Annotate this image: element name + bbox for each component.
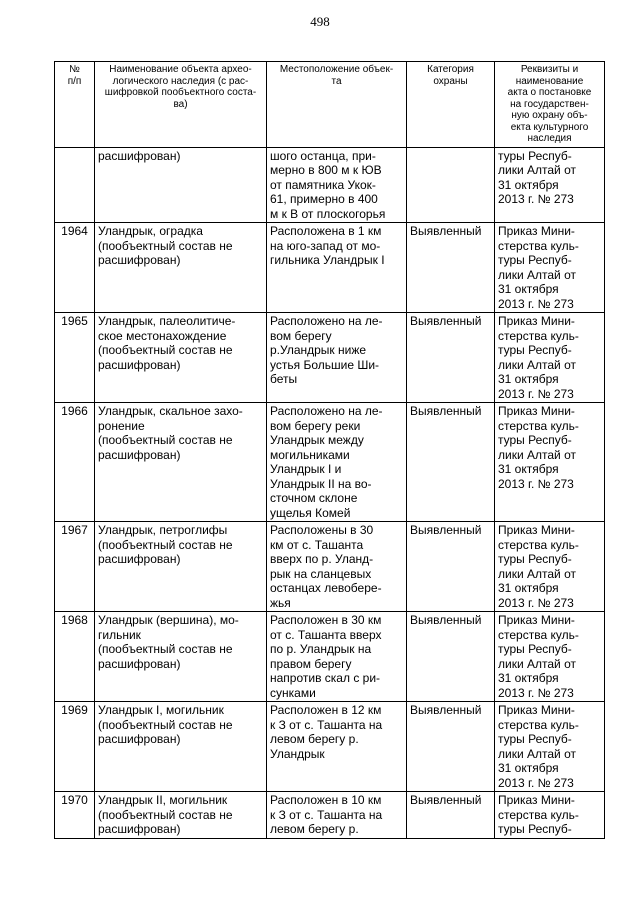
object-location: Расположен в 10 км к З от с. Ташанта на левом берегу р. (267, 792, 407, 839)
object-name: Уландрык I, могильник (пообъектный состав не расшифрован) (95, 702, 267, 792)
object-location: Расположена в 1 км на юго-запад от мо- гильника Уландрык I (267, 223, 407, 313)
protection-category: Выявленный (407, 612, 495, 702)
act-details: Приказ Мини- стерства куль- туры Респуб- лики Алтай от 31 октября 2013 г. № 273 (495, 612, 605, 702)
protection-category: Выявленный (407, 223, 495, 313)
object-location: Расположены в 30 км от с. Ташанта вверх по р. Уланд- рык на сланцевых останцах левобере- жья (267, 522, 407, 612)
header-number: № п/п (55, 62, 95, 148)
object-name: Уландрык, оградка (пообъектный состав не расшифрован) (95, 223, 267, 313)
row-number: 1964 (55, 223, 95, 313)
header-object-name: Наименование объекта архео- логического наследия (с рас- шифровкой пообъектного соста- ва) (95, 62, 267, 148)
object-name: Уландрык, петроглифы (пообъектный состав не расшифрован) (95, 522, 267, 612)
act-details: туры Респуб- лики Алтай от 31 октября 2013 г. № 273 (495, 147, 605, 223)
table-row (55, 522, 605, 612)
protection-category: Выявленный (407, 702, 495, 792)
table-header-row (55, 62, 605, 148)
act-details: Приказ Мини- стерства куль- туры Респуб- лики Алтай от 31 октября 2013 г. № 273 (495, 403, 605, 522)
object-name: Уландрык, палеолитиче- ское местонахождение (пообъектный состав не расшифрован) (95, 313, 267, 403)
act-details: Приказ Мини- стерства куль- туры Респуб- лики Алтай от 31 октября 2013 г. № 273 (495, 313, 605, 403)
act-details: Приказ Мини- стерства куль- туры Респуб- лики Алтай от 31 октября 2013 г. № 273 (495, 702, 605, 792)
object-name: Уландрык, скальное захо- ронение (пообъектный состав не расшифрован) (95, 403, 267, 522)
row-number (55, 147, 95, 223)
header-act-details: Реквизиты и наименование акта о постановке на государствен- ную охрану объ- екта культурного наследия (495, 62, 605, 148)
row-number: 1970 (55, 792, 95, 839)
header-protection-category: Категория охраны (407, 62, 495, 148)
row-number: 1966 (55, 403, 95, 522)
act-details: Приказ Мини- стерства куль- туры Респуб- лики Алтай от 31 октября 2013 г. № 273 (495, 223, 605, 313)
object-name: расшифрован) (95, 147, 267, 223)
act-details: Приказ Мини- стерства куль- туры Респуб- (495, 792, 605, 839)
protection-category: Выявленный (407, 313, 495, 403)
table-row (55, 792, 605, 839)
table-row (55, 612, 605, 702)
heritage-register-table (54, 61, 605, 839)
page-number: 498 (310, 14, 330, 29)
table-row (55, 223, 605, 313)
object-name: Уландрык II, могильник (пообъектный состав не расшифрован) (95, 792, 267, 839)
object-location: Расположено на ле- вом берегу р.Уландрык ниже устья Большие Ши- беты (267, 313, 407, 403)
row-number: 1965 (55, 313, 95, 403)
row-number: 1969 (55, 702, 95, 792)
protection-category (407, 147, 495, 223)
row-number: 1967 (55, 522, 95, 612)
table-row (55, 403, 605, 522)
protection-category: Выявленный (407, 522, 495, 612)
act-details: Приказ Мини- стерства куль- туры Респуб- лики Алтай от 31 октября 2013 г. № 273 (495, 522, 605, 612)
object-name: Уландрык (вершина), мо- гильник (пообъектный состав не расшифрован) (95, 612, 267, 702)
protection-category: Выявленный (407, 792, 495, 839)
table-row (55, 147, 605, 223)
object-location: Расположен в 12 км к З от с. Ташанта на левом берегу р. Уландрык (267, 702, 407, 792)
table-row (55, 313, 605, 403)
protection-category: Выявленный (407, 403, 495, 522)
header-location: Местоположение объек- та (267, 62, 407, 148)
table-row (55, 702, 605, 792)
object-location: шого останца, при- мерно в 800 м к ЮВ от памятника Укок- 61, примерно в 400 м к В от плоскогорья (267, 147, 407, 223)
object-location: Расположено на ле- вом берегу реки Уландрык между могильниками Уландрык I и Уландрык II на во- сточном склоне ущелья Комей (267, 403, 407, 522)
object-location: Расположен в 30 км от с. Ташанта вверх по р. Уландрык на правом берегу напротив скал с ри- сунками (267, 612, 407, 702)
row-number: 1968 (55, 612, 95, 702)
